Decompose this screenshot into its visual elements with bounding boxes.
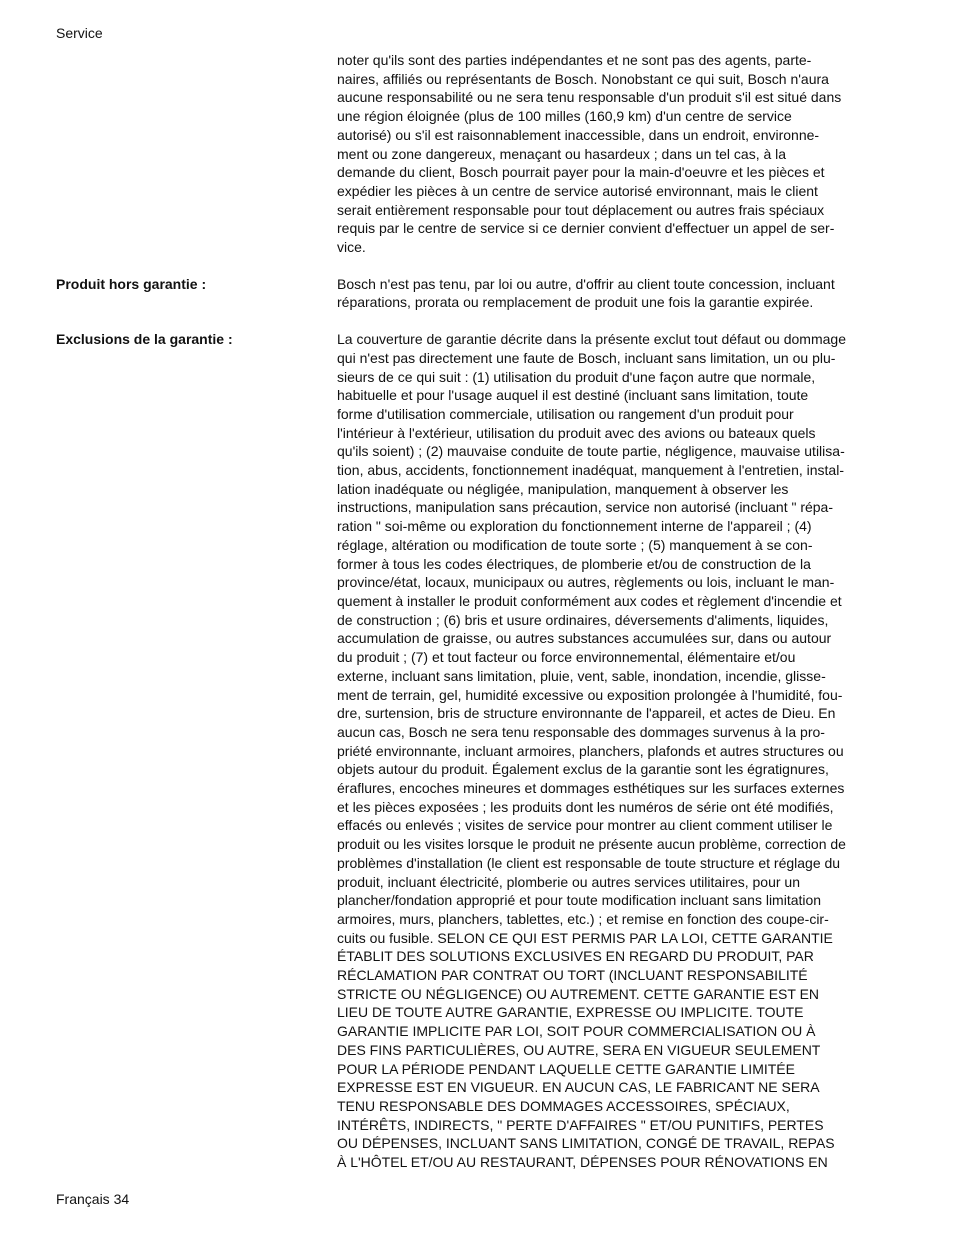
section-service-continuation	[56, 51, 906, 257]
section-warranty-exclusions	[56, 330, 906, 1172]
page-content	[56, 51, 906, 1190]
running-head: Service	[56, 25, 103, 41]
section-body: Bosch n'est pas tenu, par loi ou autre, d'offrir au client toute concession, incluant réparations, prorata ou remplacement de produit une fois la garantie expirée.	[337, 275, 835, 311]
section-body: noter qu'ils sont des parties indépendantes et ne sont pas des agents, parte- naires, affiliés ou représentants de Bosch. Nonobstant ce qui suit, Bosch n'aura aucune responsabilité ou ne sera tenu responsable d'un produit s'il est situé dans une région éloignée (plus de 100 milles (160,9 km) d'un centre de service autorisé) ou s'il est raisonnablement inaccessible, dans un endroit, environne- ment ou zone dangereux, menaçant ou hasardeux ; dans un tel cas, à la demande du client, Bosch pourrait payer pour la main-d'oeuvre et les pièces et expédier les pièces à un centre de service autorisé environnant, mais le client serait entièrement responsable pour tout déplacement ou autres frais spéciaux requis par le centre de service si ce dernier convient d'effectuer un appel de ser- vice.	[337, 52, 842, 256]
page-number: Français 34	[56, 1191, 130, 1207]
section-label: Exclusions de la garantie :	[56, 331, 233, 348]
section-out-of-warranty	[56, 275, 906, 312]
section-body: La couverture de garantie décrite dans la présente exclut tout défaut ou dommage qui n'est pas directement une faute de Bosch, incluant sans limitation, un ou plu- sieurs de ce qui suit : (1) utilisation du produit d'une façon autre que normale, habituelle et pour l'usage auquel il est destiné (incluant sans limitation, toute forme d'utilisation commerciale, utilisation ou rangement d'un produit pour l'intérieur à l'extérieur, utilisation du produit avec des avions ou bateaux quels qu'ils soient) ; (2) mauvaise conduite de toute partie, négligence, mauvaise utilisa- tion, abus, accidents, fonctionnement inadéquat, manquement à l'entretien, instal- lation inadéquate ou négligée, manipulation, manquement à observer les instructions, manipulation sans précaution, service non autorisé (incluant " répa- ration " soi-même ou exploration du fonctionnement interne de l'appareil ; (4) réglage, altération ou modification de toute sorte ; (5) manquement à se con- former à tous les codes électriques, de plomberie et/ou de construction de la province/état, locaux, municipaux ou autres, règlements ou lois, incluant le man- quement à installer le produit conformément aux codes et règlement d'incendie et de construction ; (6) bris et usure ordinaires, déversements d'aliments, liquides, accumulation de graisse, ou autres substances accumulées sur, dans ou autour du produit ; (7) et tout facteur ou force environnemental, élémentaire et/ou externe, incluant sans limitation, pluie, vent, sable, inondation, incendie, glisse- ment de terrain, gel, humidité excessive ou exposition prolongée à l'humidité, fou- dre, surtension, bris de structure environnante de l'appareil, et actes de Dieu. En aucun cas, Bosch ne sera tenu responsable des dommages survenus à la pro- priété environnante, incluant armoires, planchers, plafonds et autres structures ou objets autour du produit. Également exclus de la garantie sont les égratignures, éraflures, encoches mineures et dommages esthétiques sur les surfaces externes et les pièces exposées ; les produits dont les numéros de série ont été modifiés, effacés ou enlevés ; visites de service pour montrer au client comment utiliser le produit ou les visites lorsque le produit ne présente aucun problème, correction de problèmes d'installation (le client est responsable de toute structure et réglage du produit, incluant électricité, plomberie ou autres services utilitaires, pour un plancher/fondation approprié et pour toute modification incluant sans limitation armoires, murs, planchers, tablettes, etc.) ; et remise en fonction des coupe-cir- cuits ou fusible. SELON CE QUI EST PERMIS PAR LA LOI, CETTE GARANTIE ÉTABLIT DES SOLUTIONS EXCLUSIVES EN REGARD DU PRODUIT, PAR RÉCLAMATION PAR CONTRAT OU TORT (INCLUANT RESPONSABILITÉ STRICTE OU NÉGLIGENCE) OU AUTREMENT. CETTE GARANTIE EST EN LIEU DE TOUTE AUTRE GARANTIE, EXPRESSE OU IMPLICITE. TOUTE GARANTIE IMPLICITE PAR LOI, SOIT POUR COMMERCIALISATION OU À DES FINS PARTICULIÈRES, OU AUTRE, SERA EN VIGUEUR SEULEMENT POUR LA PÉRIODE PENDANT LAQUELLE CETTE GARANTIE LIMITÉE EXPRESSE EST EN VIGUEUR. EN AUCUN CAS, LE FABRICANT NE SERA TENU RESPONSABLE DES DOMMAGES ACCESSOIRES, SPÉCIAUX, INTÉRÊTS, INDIRECTS, " PERTE D'AFFAIRES " ET/OU PUNITIFS, PERTES OU DÉPENSES, INCLUANT SANS LIMITATION, CONGÉ DE TRAVAIL, REPAS À L'HÔTEL ET/OU AU RESTAURANT, DÉPENSES POUR RÉNOVATIONS EN	[337, 331, 846, 1171]
section-label: Produit hors garantie :	[56, 275, 207, 292]
